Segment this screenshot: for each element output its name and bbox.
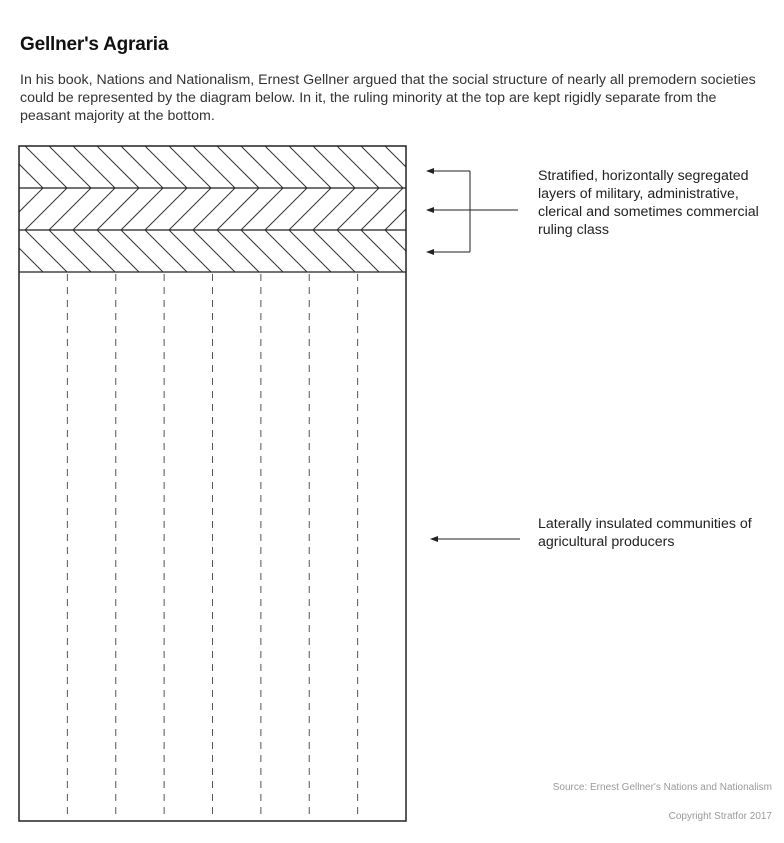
hatch-line: [49, 188, 91, 230]
hatch-line: [337, 146, 379, 188]
hatch-line: [193, 230, 235, 272]
hatch-line: [289, 146, 331, 188]
hatch-line: [361, 146, 403, 188]
hatch-line: [145, 146, 187, 188]
hatch-line: [313, 146, 355, 188]
hatch-line: [49, 146, 91, 188]
hatch-line: [145, 230, 187, 272]
hatch-line: [97, 146, 139, 188]
hatch-line: [241, 188, 283, 230]
ruling-layer-clerical: [0, 230, 499, 272]
hatch-line: [289, 188, 331, 230]
hatch-line: [193, 146, 235, 188]
hatch-line: [169, 146, 211, 188]
peasant-community-dividers: [67, 274, 357, 820]
ruling-class-label: Stratified, horizontally segregated layers of military, administrative, clerical and sometimes commercial ruling class: [538, 168, 759, 238]
hatch-line: [433, 188, 475, 230]
hatch-line: [241, 146, 283, 188]
hatch-line: [457, 230, 499, 272]
hatch-line: [217, 230, 259, 272]
hatch-line: [337, 230, 379, 272]
producers-label: Laterally insulated communities of agricultural producers: [538, 516, 752, 550]
hatch-line: [1, 230, 43, 272]
hatch-line: [217, 188, 259, 230]
hatch-line: [193, 188, 235, 230]
hatch-line: [457, 146, 499, 188]
hatch-line: [289, 230, 331, 272]
hatch-line: [25, 188, 67, 230]
hatch-line: [97, 230, 139, 272]
hatch-line: [217, 146, 259, 188]
hatch-line: [265, 230, 307, 272]
hatch-line: [169, 230, 211, 272]
hatch-line: [313, 230, 355, 272]
ruling-layer-military: [0, 146, 499, 188]
hatch-line: [433, 230, 475, 272]
hatch-line: [409, 188, 451, 230]
hatch-line: [49, 230, 91, 272]
page-title: Gellner's Agraria: [20, 34, 169, 55]
hatch-line: [433, 146, 475, 188]
hatch-line: [265, 146, 307, 188]
ruling-class-arrows: [427, 171, 518, 252]
hatch-line: [73, 230, 115, 272]
ruling-layer-administrative: [0, 188, 499, 230]
intro-text: In his book, Nations and Nationalism, Ernest Gellner argued that the social structure of nearly all premodern societies could be represented by the diagram below. In it, the ruling minority at the top are kept rigidly separate from the peasant majority at the bottom.: [20, 72, 756, 124]
hatch-line: [121, 146, 163, 188]
source-credit: Source: Ernest Gellner's Nations and Nationalism: [552, 782, 772, 793]
hatch-line: [1, 146, 43, 188]
hatch-line: [241, 230, 283, 272]
hatch-line: [337, 188, 379, 230]
hatch-line: [97, 188, 139, 230]
hatch-line: [1, 188, 43, 230]
hatch-line: [169, 188, 211, 230]
hatch-line: [25, 146, 67, 188]
hatch-line: [25, 230, 67, 272]
hatch-line: [121, 230, 163, 272]
hatch-line: [265, 188, 307, 230]
hatch-line: [0, 146, 19, 188]
hatch-line: [0, 230, 19, 272]
hatch-line: [409, 230, 451, 272]
hatch-line: [73, 188, 115, 230]
hatch-line: [457, 188, 499, 230]
hatch-line: [121, 188, 163, 230]
hatch-line: [409, 146, 451, 188]
hatch-line: [313, 188, 355, 230]
hatch-line: [361, 188, 403, 230]
hatch-line: [361, 230, 403, 272]
hatch-line: [73, 146, 115, 188]
hatch-line: [145, 188, 187, 230]
hatch-line: [0, 188, 19, 230]
copyright-notice: Copyright Stratfor 2017: [668, 811, 772, 822]
